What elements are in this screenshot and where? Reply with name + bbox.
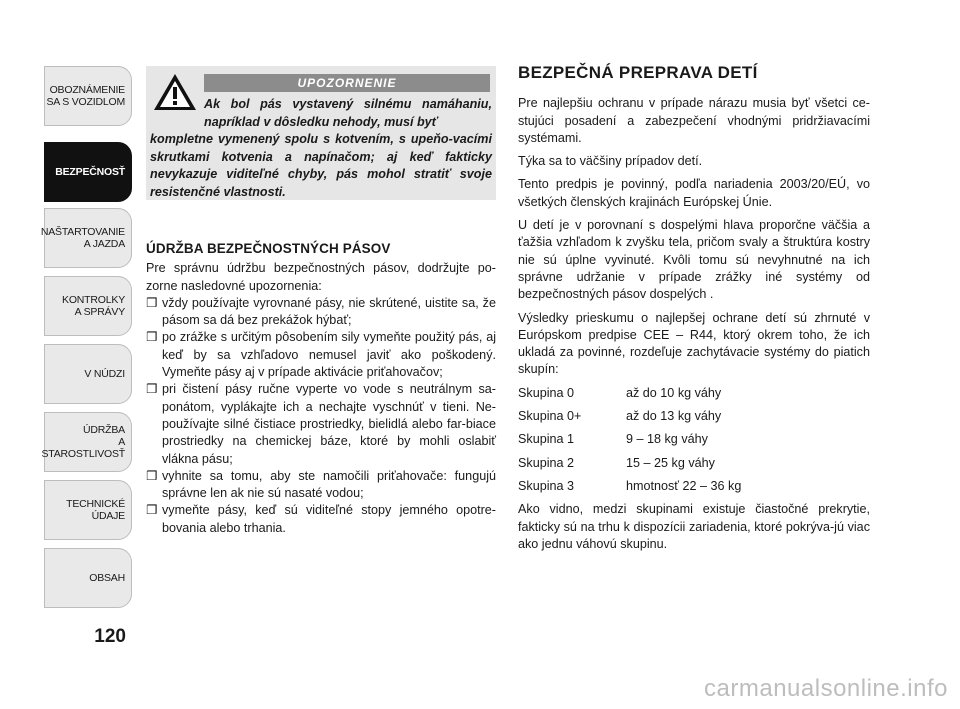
- tab-label: KONTROLKY A SPRÁVY: [62, 294, 125, 318]
- weight-groups: [518, 385, 870, 495]
- list-item: [146, 295, 496, 330]
- tab-label: OBOZNÁMENIE SA S VOZIDLOM: [46, 84, 125, 108]
- list-item-text: vyhnite sa tomu, aby ste namočili priťahovače: fungujú správne len ak nie sú nasaté vodou;: [162, 468, 496, 501]
- paragraph: Týka sa to väčšiny prípadov detí.: [518, 154, 703, 169]
- group-range: hmotnosť 22 – 36 kg: [626, 478, 742, 493]
- tab-label: TECHNICKÉ ÚDAJE: [66, 498, 125, 522]
- weight-group-row: [518, 431, 870, 448]
- checkbox-bullet-icon: ❒: [146, 382, 158, 397]
- warning-text-rest: kompletne vymenený spolu s kotvením, s upeňo-vacími skrutkami kotvenia a napínačom; aj keď fakticky nevykazuje viditeľné chyby, pás mohol stratiť svoje resistenčné vlastnosti.: [150, 132, 492, 199]
- checkbox-bullet-icon: ❒: [146, 503, 158, 518]
- group-range: až do 10 kg váhy: [626, 385, 722, 400]
- group-name: Skupina 3: [518, 478, 575, 493]
- tab-label: ÚDRŽBA A STAROSTLIVOSŤ: [41, 424, 126, 460]
- group-name: Skupina 1: [518, 432, 575, 447]
- group-name: Skupina 0+: [518, 409, 582, 424]
- tab-label: V NÚDZI: [84, 368, 125, 380]
- child-transport-heading: BEZPEČNÁ PREPRAVA DETÍ: [518, 63, 758, 82]
- group-name: Skupina 0: [518, 385, 575, 400]
- weight-group-row: [518, 455, 870, 472]
- checkbox-bullet-icon: ❒: [146, 295, 158, 310]
- tab-kontrolky[interactable]: [44, 276, 132, 336]
- maintenance-heading: ÚDRŽBA BEZPEČNOSTNÝCH PÁSOV: [146, 241, 391, 256]
- group-range: 9 – 18 kg váhy: [626, 432, 708, 447]
- list-item: [146, 381, 496, 467]
- tab-label: OBSAH: [89, 572, 125, 584]
- warning-text: [150, 96, 492, 201]
- paragraph: Pre najlepšiu ochranu v prípade nárazu musia byť všetci ce-stujúci posadení a zabezpečení vhodnými pridržiavacími systémami.: [518, 96, 870, 145]
- maintenance-list: [146, 295, 496, 537]
- weight-group-row: [518, 408, 870, 425]
- tab-nastartovanie[interactable]: [40, 208, 132, 268]
- list-item: [146, 468, 496, 503]
- tab-udrzba[interactable]: [41, 412, 132, 472]
- paragraph: Tento predpis je povinný, podľa nariadenia 2003/20/EÚ, vo všetkých členských krajinách Európskej Únie.: [518, 177, 870, 209]
- watermark: carmanualsonline.info: [704, 675, 948, 702]
- paragraph: Ako vidno, medzi skupinami existuje čiastočné prekrytie, fakticky sú na trhu k dispozícii zariadenia, ktoré pokrýva-jú viac ako jednu váhovú skupinu.: [518, 502, 870, 551]
- tab-label: BEZPEČNOSŤ: [55, 166, 125, 178]
- tab-bezpecnost[interactable]: [44, 142, 132, 202]
- paragraph: U detí je v porovnaní s dospelými hlava proporčne väčšia a ťažšia vzhľadom k zvyšku tela, pričom svaly a štruktúra kostry nie sú úplne vyvinuté. Kvôli tomu sú nevyhnutné na ich správne udržanie v prípade zrážky iné systémy od bezpečnostných pásov dospelých .: [518, 218, 870, 302]
- page-number: 120: [94, 626, 126, 647]
- warning-text-first: Ak bol pás vystavený silnému namáhaniu, napríklad v dôsledku nehody, musí byť: [204, 97, 492, 129]
- tab-label: NAŠTARTOVANIE A JAZDA: [40, 226, 125, 250]
- list-item-text: pri čistení pásy ručne vyperte vo vode s neutrálnym sa-ponátom, vyplákajte ich a nechajte vyschnúť v tieni. Ne-používajte silné čistiace prostriedky, bielidlá alebo far-biace prostriedky na chemickej báze, ktoré by mohli oslabiť vlákna pásu;: [162, 382, 496, 466]
- warning-box: [146, 66, 496, 200]
- warning-heading: UPOZORNENIE: [204, 74, 490, 92]
- tab-oboznamenie[interactable]: [44, 66, 132, 126]
- group-name: Skupina 2: [518, 455, 575, 470]
- group-range: až do 13 kg váhy: [626, 409, 722, 424]
- tab-obsah[interactable]: [44, 548, 132, 608]
- list-item-text: vždy používajte vyrovnané pásy, nie skrútené, uistite sa, že pásom sa dá bez prekážok hýbať;: [162, 295, 496, 328]
- maintenance-intro: Pre správnu údržbu bezpečnostných pásov, dodržujte po-zorne nasledovné upozornenia:: [146, 261, 496, 293]
- maintenance-section: [146, 240, 496, 537]
- weight-group-row: [518, 385, 870, 402]
- group-range: 15 – 25 kg váhy: [626, 455, 715, 470]
- child-transport-section: [518, 64, 870, 559]
- checkbox-bullet-icon: ❒: [146, 330, 158, 345]
- list-item: [146, 502, 496, 537]
- list-item: [146, 329, 496, 381]
- paragraph: Výsledky prieskumu o najlepšej ochrane detí sú zhrnuté v Európskom predpise CEE – R44, ktorý okrem toho, že ich ukladá za povinné, rozdeľuje zachytávacie systémy do piatich skupín:: [518, 310, 870, 377]
- list-item-text: vymeňte pásy, keď sú viditeľné stopy jemného opotre-bovania alebo trhania.: [162, 503, 496, 535]
- tab-v-nudzi[interactable]: [44, 344, 132, 404]
- weight-group-row: [518, 478, 870, 495]
- list-item-text: po zrážke s určitým pôsobením sily vymeňte použitý pás, aj keď by sa vzhľadovo nemusel javiť ako poškodený. Vymeňte pásy aj v prípade aktivácie priťahovačov;: [162, 330, 496, 380]
- checkbox-bullet-icon: ❒: [146, 468, 158, 483]
- tab-technicke-udaje[interactable]: [44, 480, 132, 540]
